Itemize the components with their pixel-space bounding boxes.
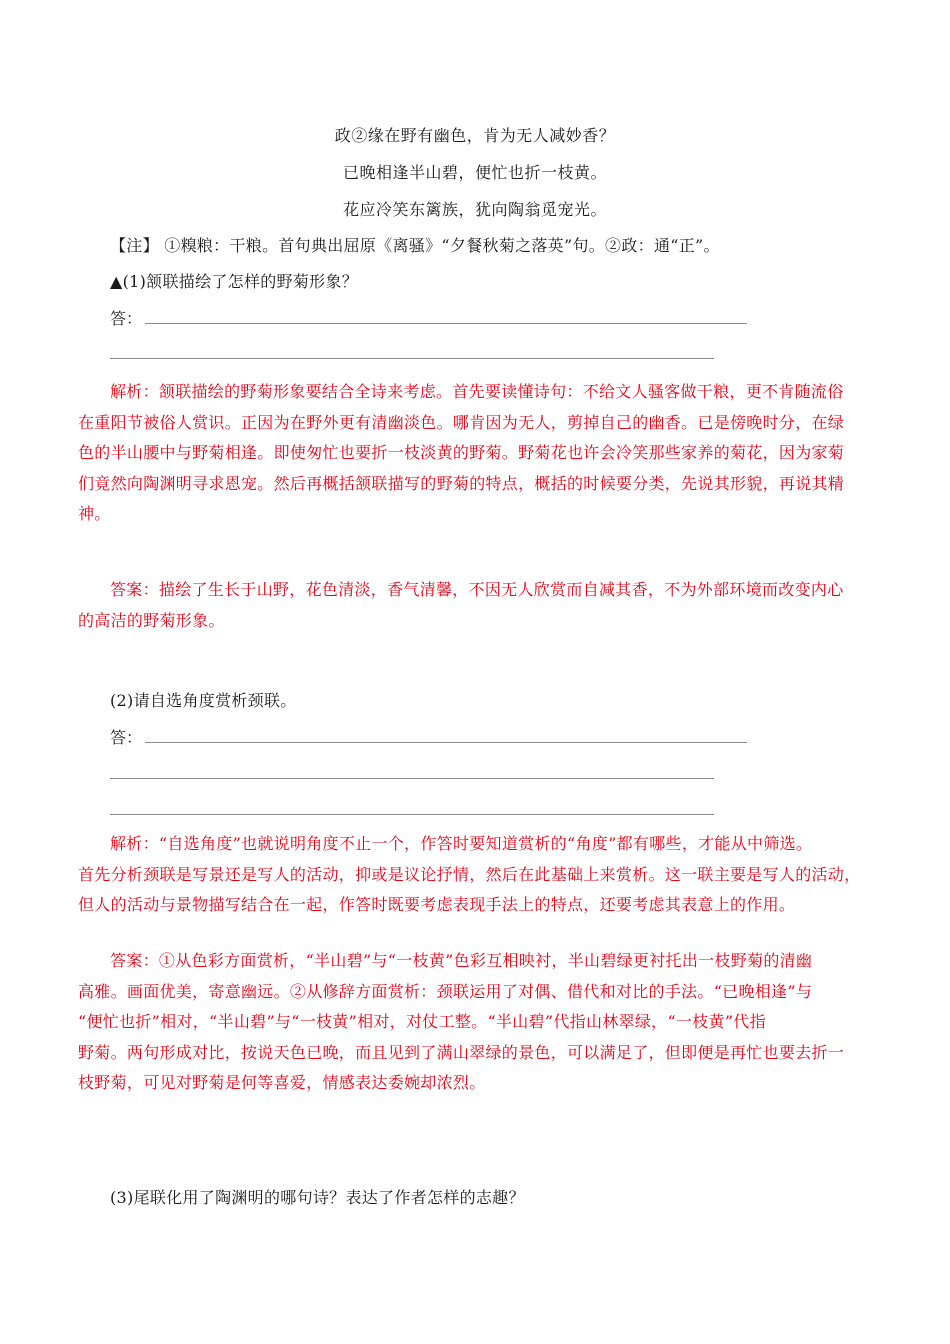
- answer-line: 野菊。两句形成对比，按说天色已晚，而且见到了满山翠绿的景色，可以满足了，但即便是再忙也要去折一: [78, 1042, 845, 1062]
- answer-line: 的高洁的野菊形象。: [78, 610, 225, 630]
- analysis-block-2: [78, 829, 868, 921]
- answer-block-1: [78, 575, 868, 636]
- question-1: ▲(1)颔联描绘了怎样的野菊形象？: [110, 272, 359, 291]
- answer-blank-line[interactable]: [145, 323, 747, 324]
- answer-label-2: 答：: [110, 728, 143, 747]
- analysis-line: 首先分析颈联是写景还是写人的活动，抑或是议论抒情，然后在此基础上来赏析。这一联主要是写人的活动，: [78, 864, 861, 884]
- analysis-line: 在重阳节被俗人赏识。正因为在野外更有清幽淡色。哪肯因为无人，剪掉自己的幽香。已是傍晚时分，在绿: [78, 412, 845, 432]
- analysis-line: 解析：颔联描绘的野菊形象要结合全诗来考虑。首先要读懂诗句：不给文人骚客做干粮，更不肯随流俗: [110, 382, 844, 401]
- analysis-line: 神。: [78, 504, 111, 523]
- question-2: (2)请自选角度赏析颈联。: [110, 691, 297, 710]
- answer-blank-line[interactable]: [110, 778, 714, 779]
- analysis-line: 但人的活动与景物描写结合在一起，作答时既要考虑表现手法上的特点，还要考虑其表意上的作用。: [78, 895, 796, 914]
- annotation-note: 【注】 ①糗粮：干粮。首句典出屈原《离骚》“夕餐秋菊之落英”句。②政：通“正”。: [110, 236, 720, 255]
- analysis-line: 色的半山腰中与野菊相逢。即使匆忙也要折一枝淡黄的野菊。野菊花也许会冷笑那些家养的菊花，因为家菊: [78, 443, 845, 462]
- answer-blank-line[interactable]: [110, 358, 714, 359]
- answer-label-1: 答：: [110, 309, 143, 328]
- answer-blank-line[interactable]: [110, 814, 714, 815]
- poem-line-3: 花应冷笑东篱族，犹向陶翁觅宠光。: [342, 200, 607, 219]
- answer-line: 答案：描绘了生长于山野，花色清淡，香气清馨，不因无人欣赏而自减其香，不为外部环境而改变内心: [110, 580, 844, 599]
- answer-line: 枝野菊，可见对野菊是何等喜爱，情感表达委婉却浓烈。: [78, 1073, 486, 1092]
- analysis-line: 们竟然向陶渊明寻求恩宠。然后再概括颔联描写的野菊的特点，概括的时候要分类，先说其形貌，再说其精: [78, 473, 845, 493]
- answer-line: “便忙也折”相对，“半山碧”与“一枝黄”相对，对仗工整。“半山碧”代指山林翠绿，“一枝黄”代指: [78, 1012, 766, 1031]
- poem-line-1: 政②缘在野有幽色，肯为无人减妙香？: [334, 126, 616, 145]
- answer-block-2: [78, 946, 868, 1099]
- analysis-line: 解析：“自选角度”也就说明角度不止一个，作答时要知道赏析的“角度”都有哪些，才能从中筛选。: [110, 834, 813, 853]
- answer-line: 高雅。画面优美，寄意幽远。②从修辞方面赏析：颈联运用了对偶、借代和对比的手法。“已晚相逢”与: [78, 981, 813, 1001]
- answer-blank-line[interactable]: [145, 742, 747, 743]
- poem-line-2: 已晚相逢半山碧，便忙也折一枝黄。: [342, 163, 607, 182]
- answer-line: 答案：①从色彩方面赏析，“半山碧”与“一枝黄”色彩互相映衬，半山碧绿更衬托出一枝野菊的清幽: [110, 951, 813, 970]
- analysis-block-1: [78, 377, 868, 530]
- question-3: (3)尾联化用了陶渊明的哪句诗？表达了作者怎样的志趣？: [110, 1188, 525, 1207]
